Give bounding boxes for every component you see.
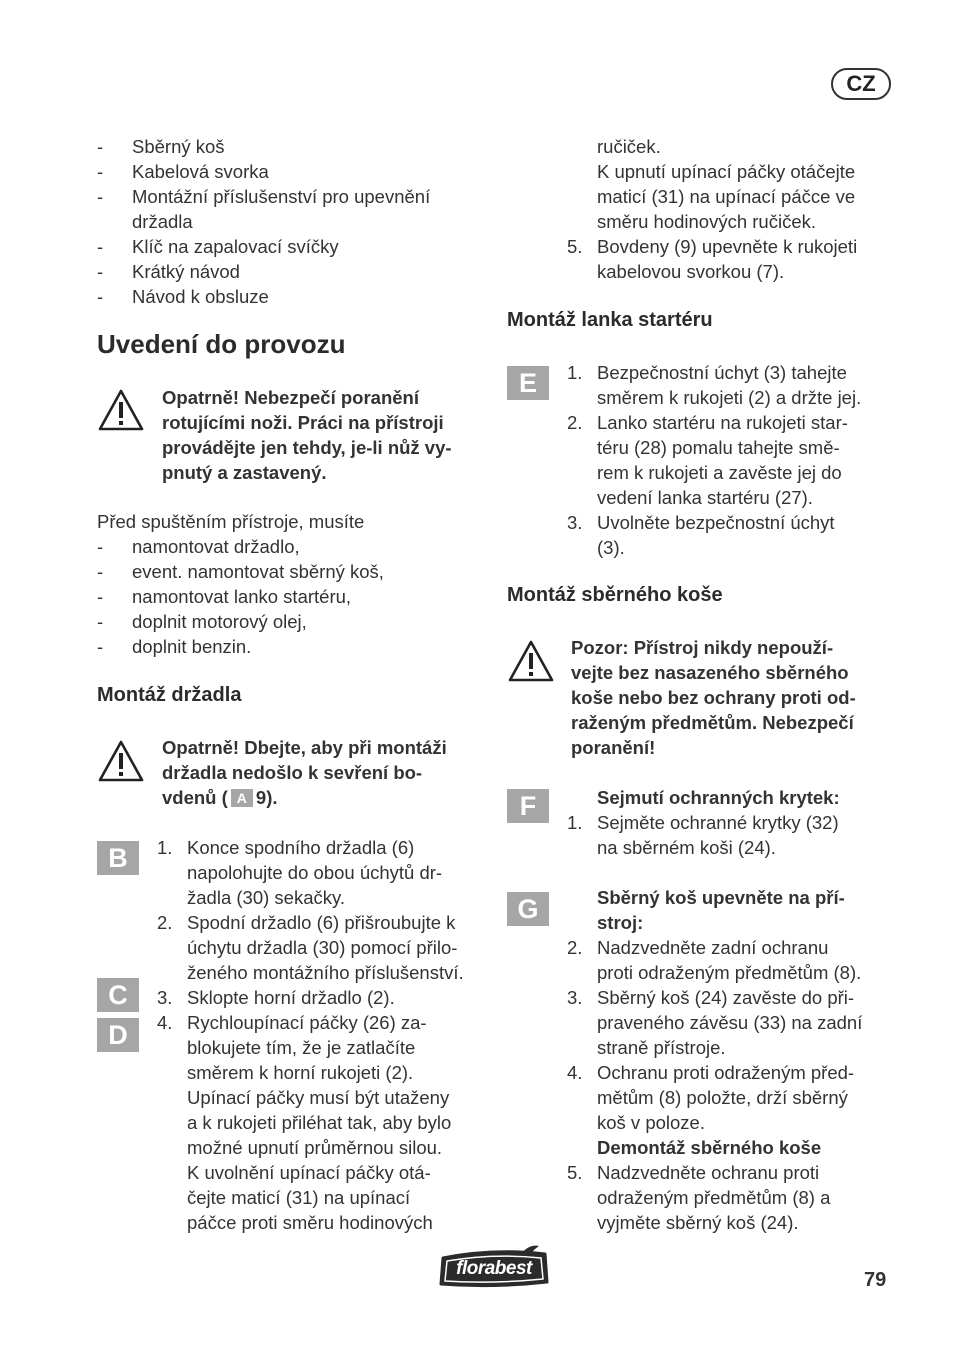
bag-title: Montáž sběrného koše: [507, 584, 723, 606]
attach-title: Sběrný koš upevněte na pří- stroj:: [597, 887, 845, 933]
list-item: 2. Nadzvedněte zadní ochranu proti odraženým předmětům (8).: [567, 937, 862, 983]
figure-label: A: [231, 789, 253, 807]
continued-text: ručiček. K upnutí upínací páčky otáčejte maticí (31) na upínací páčce ve směru hodinových ručiček.: [597, 136, 856, 232]
section-title: Uvedení do provozu: [97, 329, 346, 359]
warning-text: Opatrně! Dbejte, aby při montáži držadla nedošlo k sevření bo- vdenů ( A 9).: [162, 737, 447, 808]
before-start-list: [97, 534, 384, 659]
figure-label-e: E: [507, 366, 549, 400]
attach-steps: [567, 935, 862, 1235]
list-item: 4. Ochranu proti odraženým před- mětům (8) položte, drží sběrný koš v poloze.: [567, 1062, 855, 1133]
list-item: 3. Sklopte horní držadlo (2).: [157, 987, 395, 1008]
logo-text: florabest: [456, 1258, 532, 1279]
list-item: - Krátký návod: [97, 261, 240, 282]
handle-title: Montáž držadla: [97, 684, 242, 706]
list-item: 1. Sejměte ochranné krytky (32) na sběrném koši (24).: [567, 812, 839, 858]
caps-title: Sejmutí ochranných krytek:: [597, 787, 840, 808]
list-item: 4. Rychloupínací páčky (26) za- blokujete tím, že je zatlačíte směrem k horní rukojeti (2). Upínací páčky musí být utaženy a k rukojeti přiléhat tak, aby bylo možné upnutí průměrnou silou. K uvolnění upínací páčky otá- čejte maticí (31) na upínací páčce proti směru hodinových: [157, 1012, 452, 1233]
page-number: 79: [864, 1269, 887, 1291]
list-item: - Kabelová svorka: [97, 161, 269, 182]
warning-text: Opatrně! Nebezpečí poranění rotujícími noži. Práci na přístroji provádějte jen tehdy, je-li nůž vy- pnutý a zastavený.: [162, 387, 452, 483]
figure-label-g: G: [507, 892, 549, 926]
warning-triangle-icon: [97, 388, 145, 432]
figure-label-f: F: [507, 789, 549, 823]
list-item: - Sběrný koš: [97, 136, 225, 157]
warning-text: Pozor: Přístroj nikdy nepouží- vejte bez nasazeného sběrného koše nebo bez ochrany proti od- raženým předmětům. Nebezpečí poranění!: [571, 637, 856, 758]
figure-label-d: D: [97, 1018, 139, 1052]
list-item: 2. Spodní držadlo (6) přišroubujte k úchytu držadla (30) pomocí přilo- ženého montážního příslušenství.: [157, 912, 464, 983]
list-item: - Návod k obsluze: [97, 286, 269, 307]
list-item: - doplnit benzin.: [97, 636, 252, 657]
parts-list: [97, 134, 497, 309]
list-item: - doplnit motorový olej,: [97, 611, 307, 632]
remove-title: Demontáž sběrného koše: [597, 1137, 822, 1158]
handle-steps: [157, 835, 464, 1235]
language-badge: CZ: [831, 68, 891, 100]
before-start-text: Před spuštěním přístroje, musíte: [97, 511, 365, 532]
list-item: - Klíč na zapalovací svíčky: [97, 236, 339, 257]
list-item: 1. Konce spodního držadla (6) napolohujte do obou úchytů dr- žadla (30) sekačky.: [157, 837, 443, 908]
figure-label-c: C: [97, 978, 139, 1012]
list-item: - event. namontovat sběrný koš,: [97, 561, 384, 582]
list-item: 3. Uvolněte bezpečnostní úchyt (3).: [567, 512, 835, 558]
warning-triangle-icon: [507, 639, 555, 683]
list-item: - namontovat držadlo,: [97, 536, 300, 557]
figure-label-b: B: [97, 841, 139, 875]
list-item-continuation: držadla: [132, 211, 193, 232]
warning-triangle-icon: [97, 739, 145, 783]
list-item: - Montážní příslušenství pro upevnění: [97, 186, 431, 207]
starter-steps: [567, 360, 861, 560]
starter-title: Montáž lanka startéru: [507, 309, 713, 331]
list-item: 2. Lanko startéru na rukojeti star- téru (28) pomalu tahejte smě- rem k rukojeti a zavěste jej do vedení lanka startéru (27).: [567, 412, 848, 508]
list-item: 1. Bezpečnostní úchyt (3) tahejte směrem k rukojeti (2) a držte jej.: [567, 362, 862, 408]
list-item: 5. Bovdeny (9) upevněte k rukojeti kabelovou svorkou (7).: [567, 236, 858, 282]
list-item: 3. Sběrný koš (24) zavěste do při- praveného závěsu (33) na zadní straně přístroje.: [567, 987, 863, 1058]
florabest-logo: [437, 1244, 551, 1290]
list-item: - namontovat lanko startéru,: [97, 586, 352, 607]
list-item: 5. Nadzvedněte ochranu proti odraženým předmětům (8) a vyjměte sběrný koš (24).: [567, 1162, 831, 1233]
